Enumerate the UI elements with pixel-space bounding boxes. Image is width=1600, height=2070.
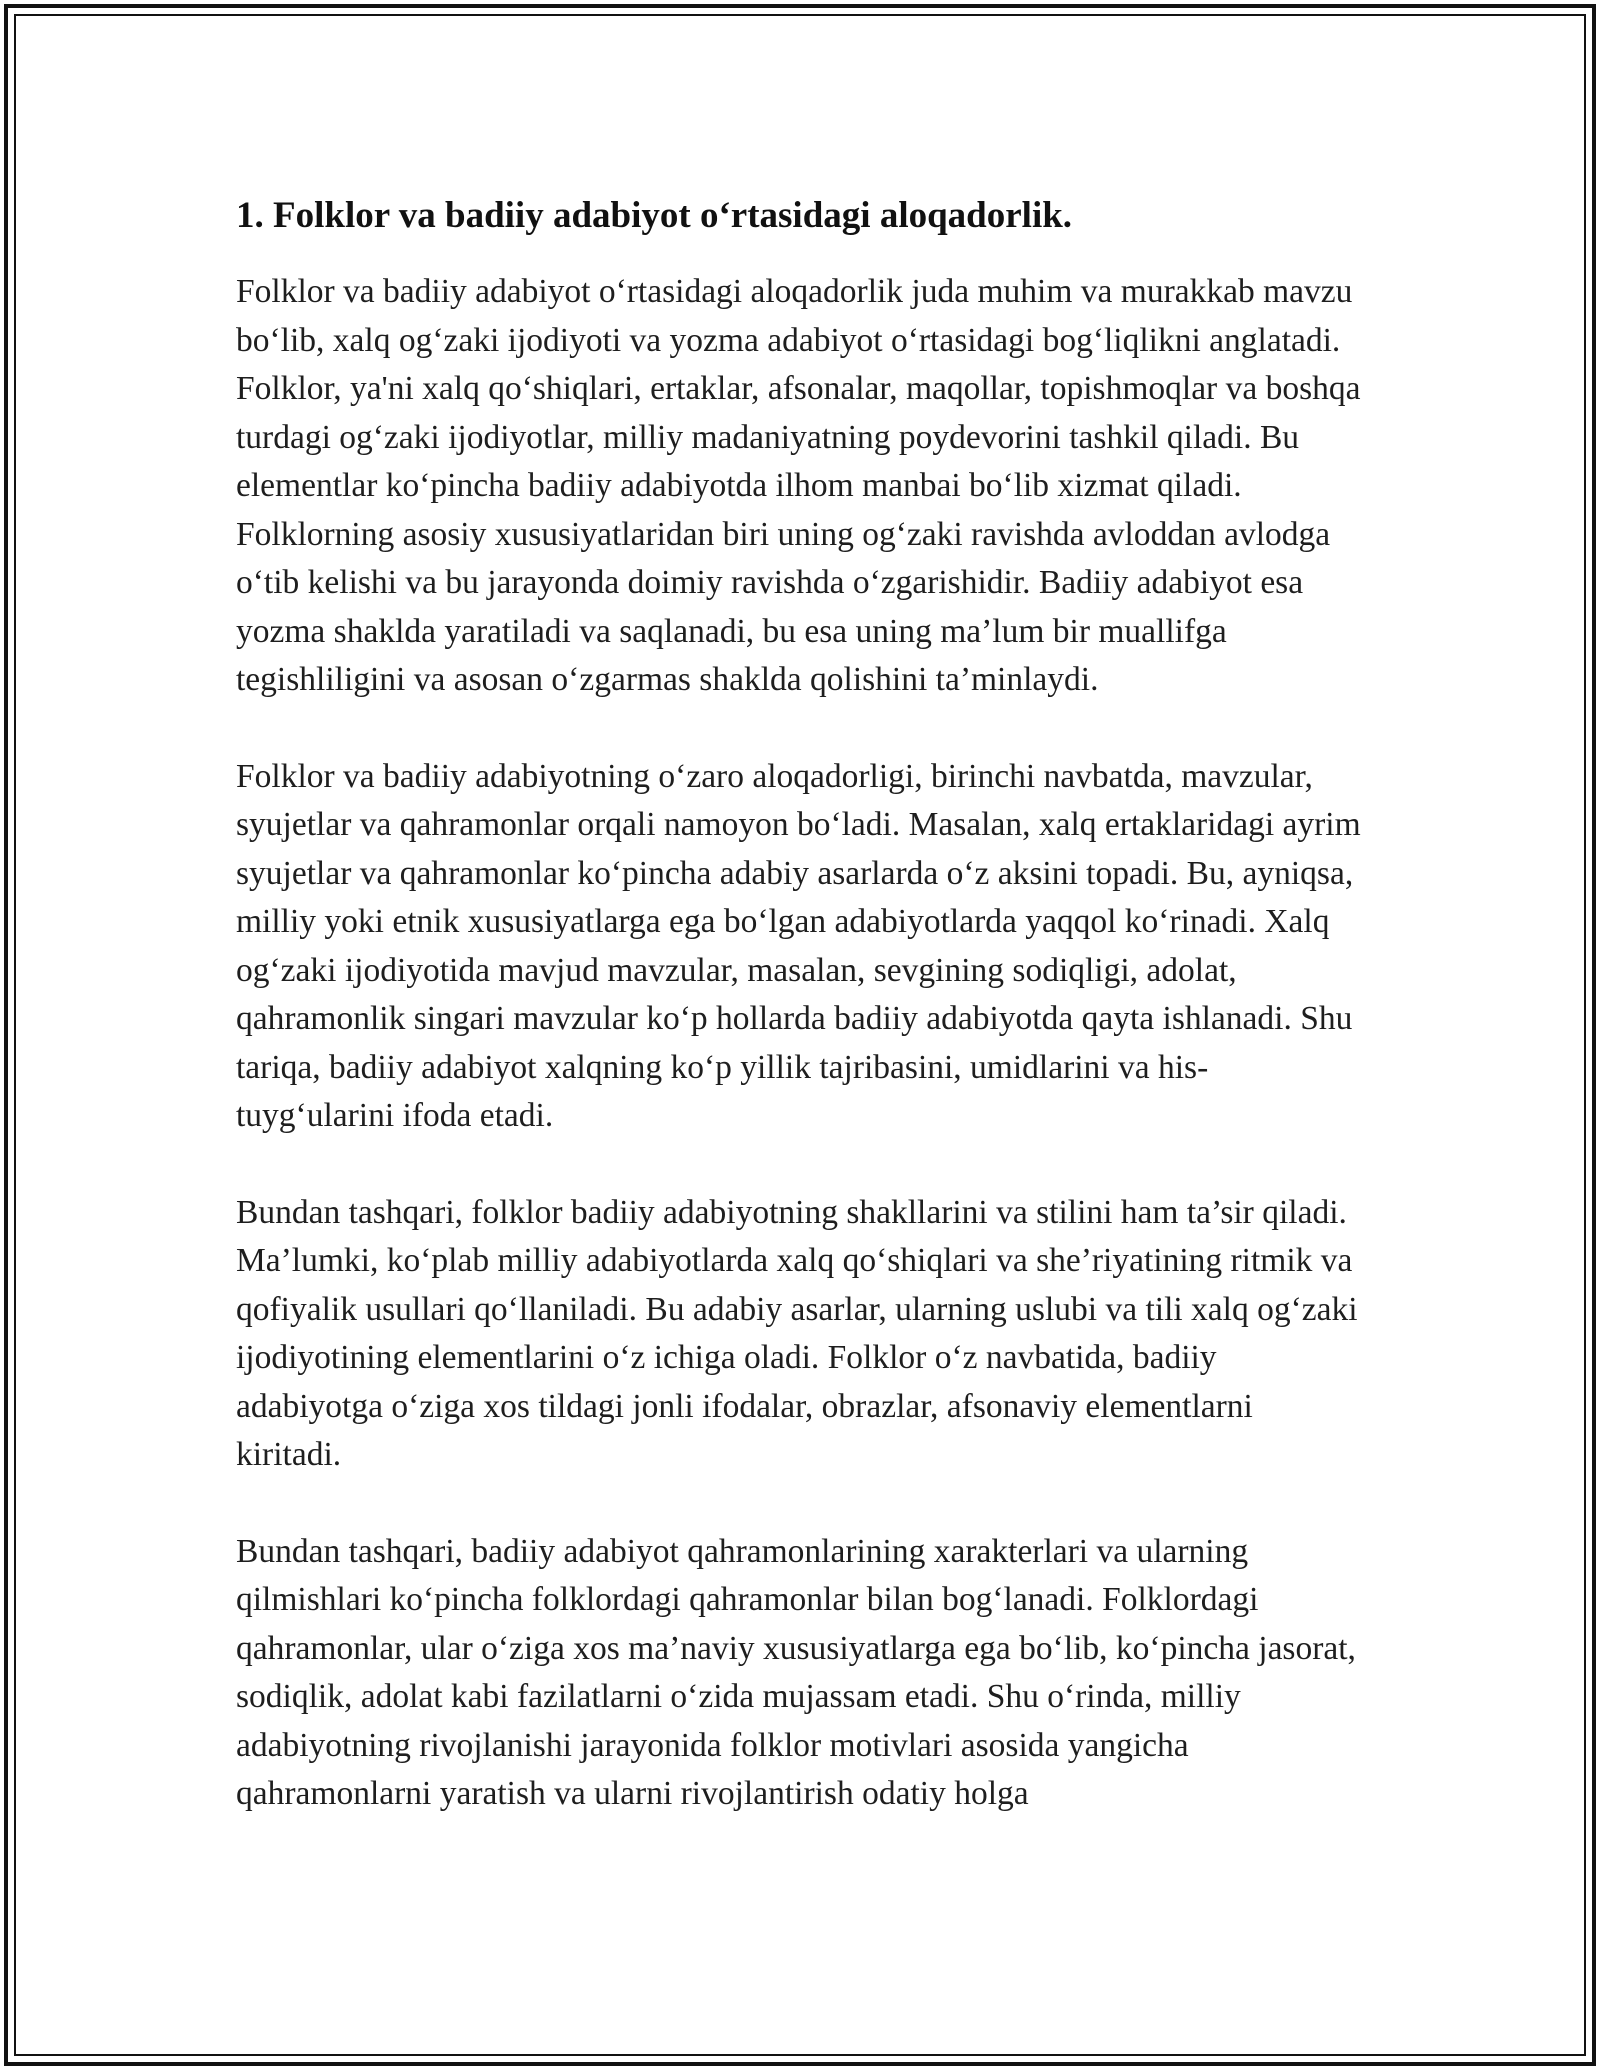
paragraph-3: Bundan tashqari, folklor badiiy adabiyotning shakllarini va stilini ham ta’sir qiladi. Ma’lumki, koʻplab milliy adabiyotlarda xalq qoʻshiqlari va she’riyatining ritmik va qofiyalik usullari qoʻllaniladi. Bu adabiy asarlar, ularning uslubi va tili xalq ogʻzaki ijodiyotining elementlarini oʻz ichiga oladi. Folklor oʻz navbatida, badiiy adabiyotga oʻziga xos tildagi jonli ifodalar, obrazlar, afsonaviy elementlarni kiritadi. <box>236 1193 1358 1473</box>
document-body <box>236 190 1366 1867</box>
paragraph-2: Folklor va badiiy adabiyotning oʻzaro aloqadorligi, birinchi navbatda, mavzular, syujetlar va qahramonlar orqali namoyon boʻladi. Masalan, xalq ertaklaridagi ayrim syujetlar va qahramonlar koʻpincha adabiy asarlarda oʻz aksini topadi. Bu, ayniqsa, milliy yoki etnik xususiyatlarga ega boʻlgan adabiyotlarda yaqqol koʻrinadi. Xalq ogʻzaki ijodiyotida mavjud mavzular, masalan, sevgining sodiqligi, adolat, qahramonlik singari mavzular koʻp hollarda badiiy adabiyotda qayta ishlanadi. Shu tariqa, badiiy adabiyot xalqning koʻp yillik tajribasini, umidlarini va his-tuygʻularini ifoda etadi. <box>236 757 1361 1134</box>
paragraph-4: Bundan tashqari, badiiy adabiyot qahramonlarining xarakterlari va ularning qilmishlari koʻpincha folklordagi qahramonlar bilan bogʻlanadi. Folklordagi qahramonlar, ular oʻziga xos ma’naviy xususiyatlarga ega boʻlib, koʻpincha jasorat, sodiqlik, adolat kabi fazilatlarni oʻzida mujassam etadi. Shu oʻrinda, milliy adabiyotning rivojlanishi jarayonida folklor motivlari asosida yangicha qahramonlarni yaratish va ularni rivojlantirish odatiy holga <box>236 1532 1356 1812</box>
paragraph-1: Folklor va badiiy adabiyot oʻrtasidagi aloqadorlik juda muhim va murakkab mavzu boʻlib, xalq ogʻzaki ijodiyoti va yozma adabiyot oʻrtasidagi bogʻliqlikni anglatadi. Folklor, ya'ni xalq qoʻshiqlari, ertaklar, afsonalar, maqollar, topishmoqlar va boshqa turdagi ogʻzaki ijodiyotlar, milliy madaniyatning poydevorini tashkil qiladi. Bu elementlar koʻpincha badiiy adabiyotda ilhom manbai boʻlib xizmat qiladi. Folklorning asosiy xususiyatlaridan biri uning ogʻzaki ravishda avloddan avlodga oʻtib kelishi va bu jarayonda doimiy ravishda oʻzgarishidir. Badiiy adabiyot esa yozma shaklda yaratiladi va saqlanadi, bu esa uning ma’lum bir muallifga tegishliligini va asosan oʻzgarmas shaklda qolishini ta’minlaydi. <box>236 273 1361 698</box>
section-heading: 1. Folklor va badiiy adabiyot oʻrtasidagi aloqadorlik. <box>236 195 1073 236</box>
